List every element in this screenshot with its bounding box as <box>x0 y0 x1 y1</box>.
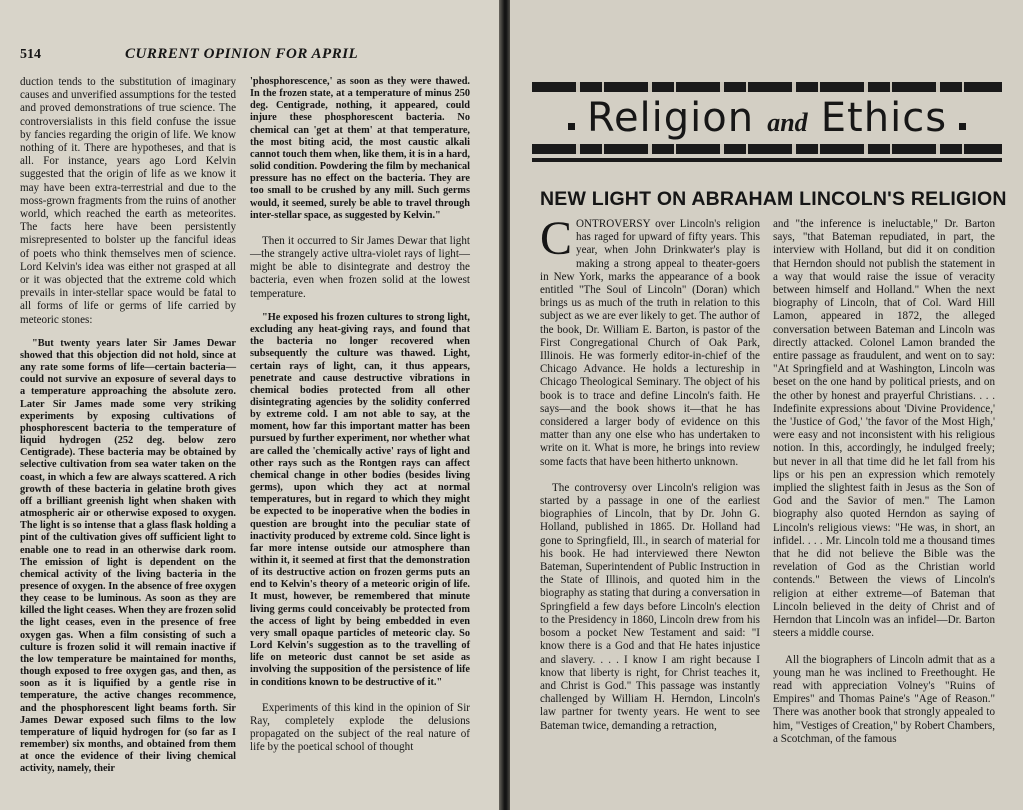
banner-bar <box>532 82 1002 92</box>
left-column-2 <box>250 76 470 755</box>
paragraph: duction tends to the substitution of imaginary causes and unverified assumptions for the tested and proved demonstrations of true science. The controversialists in this field confuse the issue by fancies regarding the origin of life. We know nothing of it. There are hypotheses, and that is all. For instance, years ago Lord Kelvin suggested that the origin of life as we know it may have been extra-terrestrial and due to the moss-grown fragments from the ruins of another world, which reached the earth as meteorites. The facts here have been persistently misrepresented to bolster up the fanciful ideas of poets who think themselves men of science. Lord Kelvin's idea was either not grasped at all or it was objected that the extreme cold which prevails in inter-stellar space would be fatal to all forms of life or germs of life carried by meteoric stones: <box>20 76 236 326</box>
right-page <box>510 0 1023 810</box>
left-page <box>0 0 503 810</box>
paragraph-text: ONTROVERSY over Lincoln's religion has raged for upward of fifty years. This year, when John Drinkwater's play is making a strong appeal to theater-goers in New York, marks the appearance of a book entitled "The Soul of Lincoln" (Doran) which brings us as much of the truth in relation to this subject as we are ever likely to get. The author of the book, Dr. William E. Barton, is pastor of the First Congregational Church of Oak Park, Illinois. He was formerly editor-in-chief of the Chicago Advance. He holds a lectureship in Chicago Theological Seminary. The object of his book is to trace and define Lincoln's faith. He says—and the book shows it—that he has considered a larger body of evidence on this matter than any one else who has undertaken to write on it. What is more, he brings into review some facts that have been hitherto unknown. <box>540 218 760 468</box>
paragraph: Then it occurred to Sir James Dewar that light—the strangely active ultra-violet rays of light—might be able to disintegrate and destroy the bacteria, even when frozen solid at the lowest temperature. <box>250 234 470 300</box>
quote-paragraph: "But twenty years later Sir James Dewar showed that this objection did not hold, since at any rate some forms of life—certain bacteria—could not survive an exposure of several days to a temperature approaching the absolute zero. Later Sir James made some very striking experiments by exposing cultivations of phosphorescent bacteria to the temperature of liquid hydrogen (252 deg. below zero Centigrade). These bacteria may be obtained by selective cultivation from sea water taken on the coast, in which a few are always scattered. A rich growth of these bacteria in gelatine broth gives off a brilliant greenish light when shaken with atmospheric air or otherwise exposed to oxygen. The light is so intense that a glass flask holding a pint of the cultivation gives off sufficient light to enable one to read in an otherwise dark room. The emission of light is dependent on the chemical activity of the living bacteria in the presence of oxygen. In the absence of free oxygen they cease to be luminous. As soon as they are killed the light ceases. When they are frozen solid the light ceases, even in the presence of free oxygen gas. When a film consisting of such a culture is frozen solid it will remain inactive if the low temperature be maintained for months, though exposed to free oxygen gas, and then, as soon as it is liquified by a gentle rise in temperature, the active changes recommence, and the phosphorescent light beams forth. Sir James Dewar exposed such films to the low temperature of liquid hydrogen for (so far as I remember) six months, and obtained from them at once the evidence of their living chemical activity, namely, their <box>20 337 236 775</box>
running-head: CURRENT OPINION FOR APRIL <box>125 46 359 62</box>
quote-paragraph: "He exposed his frozen cultures to strong light, excluding any heat-giving rays, and found that the bacteria no longer recovered when subsequently the culture was thawed. Light, certain rays of light, can, it thus appears, penetrate and cause destructive vibrations in chemical bodies protected from all other disintegrating agencies by the solidity conferred by extreme cold. I am not able to say, at the moment, how far this important matter has been pursued by further experiment, nor whether what are called the 'chemically active' rays of light and other rays such as the Rontgen rays can affect chemical change in other bodies (besides living germs), upon which they act at normal temperatures, but in regard to which they might be expected to be inoperative when the bodies in question are brought into the peculiar state of inactivity produced by extreme cold. Since light is far more intense outside our atmosphere than within it, it seemed at first that the demonstration of its destructive action on frozen germs puts an end to Kelvin's theory of a meteoric origin of life. It must, however, be remembered that minute living germs could conceivably be protected from the access of light by being embedded in even very small opaque particles of meteoric clay. So Lord Kelvin's suggestion as to the travelling of life on meteoric dust cannot be set aside as involving the supposition of the persistence of life in conditions known to be destructive of it." <box>250 311 470 688</box>
drop-cap: C <box>540 212 573 265</box>
article-title: NEW LIGHT ON ABRAHAM LINCOLN'S RELIGION <box>540 188 1007 210</box>
section-word-religion: Religion <box>586 95 755 141</box>
paragraph: The controversy over Lincoln's religion was started by a passage in one of the earliest biographies of Lincoln, that by Dr. John G. Holland, published in 1865. Dr. Holland had gone to Springfield, Ill., in search of material for his book. He had interviewed there Newton Bateman, Superintendent of Public Instruction in the State of Illinois, and quoted him in the biography as stating that during a conversation in Springfield a few days before Lincoln's election to the Presidency in 1860, Lincoln drew from his bosom a pocket New Testament and said: "I know there is a God and that He hates injustice and slavery. . . . I know I am right because I know that liberty is right, for Christ teaches it, and Christ is God." This passage was instantly challenged by William H. Herndon, Lincoln's law partner for twenty years. He went to see Bateman twice, demanding a retraction, <box>540 481 760 732</box>
paragraph: All the biographers of Lincoln admit that as a young man he was inclined to Freethought. He read with appreciation Volney's "Ruins of Empires" and Thomas Paine's "Age of Reason." There was another book that strongly appealed to him, "Vestiges of Creation," by Robert Chambers, a Scotchman, of the famous <box>773 653 995 745</box>
ornament-dot <box>568 123 575 130</box>
left-column-1 <box>20 76 236 775</box>
paragraph: Experiments of this kind in the opinion of Sir Ray, completely explode the delusions propagated on the subject of the real nature of life by the poetical school of thought <box>250 701 470 754</box>
section-word-ethics: Ethics <box>820 95 948 141</box>
paragraph: and "the inference is ineluctable," Dr. Barton says, "that Bateman repudiated, in part, the interview with Holland, but did it on condition that Herndon should not publish the statement in a way that would raise the issue of veracity between himself and Holland." When the next biography of Lincoln, that of Col. Ward Hill Lamon, appeared in 1872, the alleged conversation between Bateman and Lincoln was directly attacked. Colonel Lamon branded the entire passage as fraudulent, and went on to say: "At Springfield and at Washington, Lincoln was beset on the one hand by political priests, and on the other by honest and prayerful Christians. . . . Indefinite expressions about 'Divine Providence,' the 'Justice of God,' 'the favor of the Most High,' were easy and not inconsistent with his religious notion. In this, accordingly, he indulged freely; but never in all that time did he let fall from his lips or his pen an expression which remotely implied the slightest faith in Jesus as the Son of God and the Savior of men." The Lamon biography also quoted Herndon as saying of Lincoln's religious views: "He was, in short, an infidel. . . . Mr. Lincoln told me a thousand times that he did not believe the Bible was the revelation of God as the Christian world contends." Between the views of Lincoln's religion at either extreme—of Bateman that Lincoln believed in the deity of Christ and of Herndon that Lincoln was an infidel—Dr. Barton steers a middle course. <box>773 218 995 640</box>
paragraph <box>540 212 760 469</box>
page-number: 514 <box>20 47 41 62</box>
ornament-dot <box>959 123 966 130</box>
section-title <box>532 94 1002 142</box>
banner-bar <box>532 144 1002 154</box>
quote-paragraph: 'phosphorescence,' as soon as they were thawed. In the frozen state, at a temperature of minus 250 deg. Centigrade, nothing, it appeared, could injure these phosphorescent bacteria. No chemical can 'get at them' at that temperature, the most biting acid, the most caustic alkali cannot touch them when, like them, it is in a hard, solid condition. Powdering the film by mechanical pressure has no effect on the bacteria. They are too small to be crushed by any mill. Such germs would, it seemed, surely be able to travel through inter-stellar space, as suggested by Kelvin." <box>250 76 470 221</box>
section-banner <box>532 82 1002 174</box>
right-column-2 <box>773 218 995 746</box>
section-word-and: and <box>767 108 808 137</box>
page-header <box>20 44 490 68</box>
right-column-1 <box>540 212 760 733</box>
banner-rule <box>532 158 1002 162</box>
